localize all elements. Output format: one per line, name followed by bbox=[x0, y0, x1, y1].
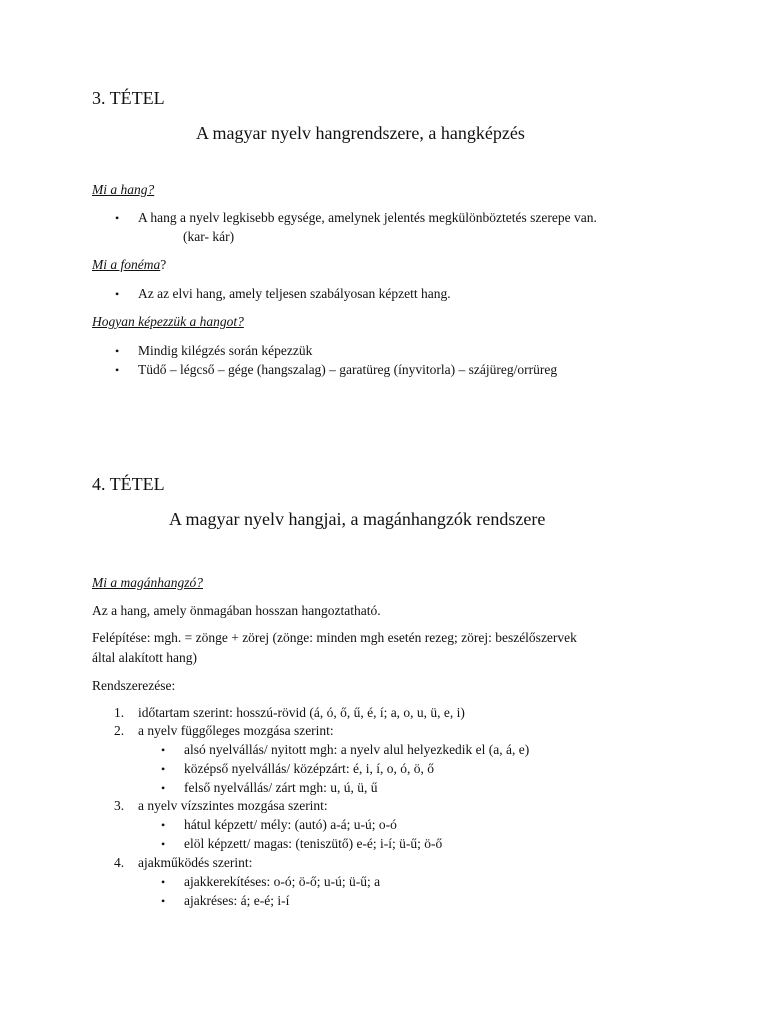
section3-question-kepzes: Hogyan képezzük a hangot? bbox=[92, 314, 244, 329]
sub-item-text: ajakkerekítéses: o-ó; ö-ő; u-ú; ü-ű; a bbox=[184, 874, 381, 889]
bullet-icon: • bbox=[161, 818, 166, 832]
bullet-icon: • bbox=[115, 363, 120, 377]
section3-heading: 3. TÉTEL bbox=[92, 88, 165, 108]
bullet-icon: • bbox=[115, 344, 120, 358]
bullet-icon: • bbox=[115, 211, 120, 225]
bullet-icon: • bbox=[161, 875, 166, 889]
structure-paragraph bbox=[92, 628, 577, 668]
system-label: Rendszerezése: bbox=[92, 678, 176, 693]
item-text: ajakműködés szerint: bbox=[138, 855, 253, 870]
bullet-icon: • bbox=[161, 781, 166, 795]
sub-item-text: alsó nyelvállás/ nyitott mgh: a nyelv alul helyezkedik el (a, á, e) bbox=[184, 742, 530, 757]
item-number: 2. bbox=[114, 723, 125, 738]
item-number: 3. bbox=[114, 798, 125, 813]
item-text: a nyelv függőleges mozgása szerint: bbox=[138, 723, 334, 738]
bullet-text: A hang a nyelv legkisebb egysége, amelynek jelentés megkülönböztetés szerepe van. bbox=[138, 210, 597, 225]
item-number: 4. bbox=[114, 855, 125, 870]
item-text: időtartam szerint: hosszú-rövid (á, ó, ő, ű, é, í; a, o, u, ü, e, i) bbox=[138, 705, 465, 720]
sub-item-text: elöl képzett/ magas: (teniszütő) e-é; i-í; ü-ű; ö-ő bbox=[184, 836, 443, 851]
structure-line: által alakított hang) bbox=[92, 650, 197, 665]
bullet-icon: • bbox=[161, 762, 166, 776]
section3-question-fonema bbox=[92, 257, 166, 273]
section4-title: A magyar nyelv hangjai, a magánhangzók rendszere bbox=[169, 509, 546, 529]
sub-item-text: középső nyelvállás/ középzárt: é, i, í, o, ó, ö, ő bbox=[184, 761, 435, 776]
section4-question-maganhangzo: Mi a magánhangzó? bbox=[92, 575, 203, 590]
bullet-icon: • bbox=[161, 743, 166, 757]
question-mark: ? bbox=[160, 257, 167, 272]
bullet-icon: • bbox=[161, 894, 166, 908]
bullet-text: Az az elvi hang, amely teljesen szabályosan képzett hang. bbox=[138, 286, 451, 301]
structure-line: Felépítése: mgh. = zönge + zörej (zönge: minden mgh esetén rezeg; zörej: beszélőszervek bbox=[92, 630, 577, 645]
sub-item-text: felső nyelvállás/ zárt mgh: u, ú, ü, ű bbox=[184, 780, 378, 795]
item-text: a nyelv vízszintes mozgása szerint: bbox=[138, 798, 328, 813]
sub-item-text: hátul képzett/ mély: (autó) a-á; u-ú; o-ó bbox=[184, 817, 397, 832]
sub-item-text: ajakréses: á; e-é; i-í bbox=[184, 893, 290, 908]
bullet-icon: • bbox=[161, 837, 166, 851]
section3-title: A magyar nyelv hangrendszere, a hangképzés bbox=[196, 123, 525, 143]
bullet-text: Tüdő – légcső – gége (hangszalag) – garatüreg (ínyvitorla) – szájüreg/orrüreg bbox=[138, 362, 558, 377]
question-text: Mi a fonéma bbox=[92, 257, 161, 272]
section3-question-hang: Mi a hang? bbox=[92, 182, 155, 197]
bullet-text-continuation: (kar- kár) bbox=[183, 229, 235, 244]
definition-text: Az a hang, amely önmagában hosszan hangoztatható. bbox=[92, 603, 381, 618]
bullet-icon: • bbox=[115, 287, 120, 301]
bullet-text: Mindig kilégzés során képezzük bbox=[138, 343, 313, 358]
section4-heading: 4. TÉTEL bbox=[92, 474, 165, 494]
item-number: 1. bbox=[114, 705, 125, 720]
